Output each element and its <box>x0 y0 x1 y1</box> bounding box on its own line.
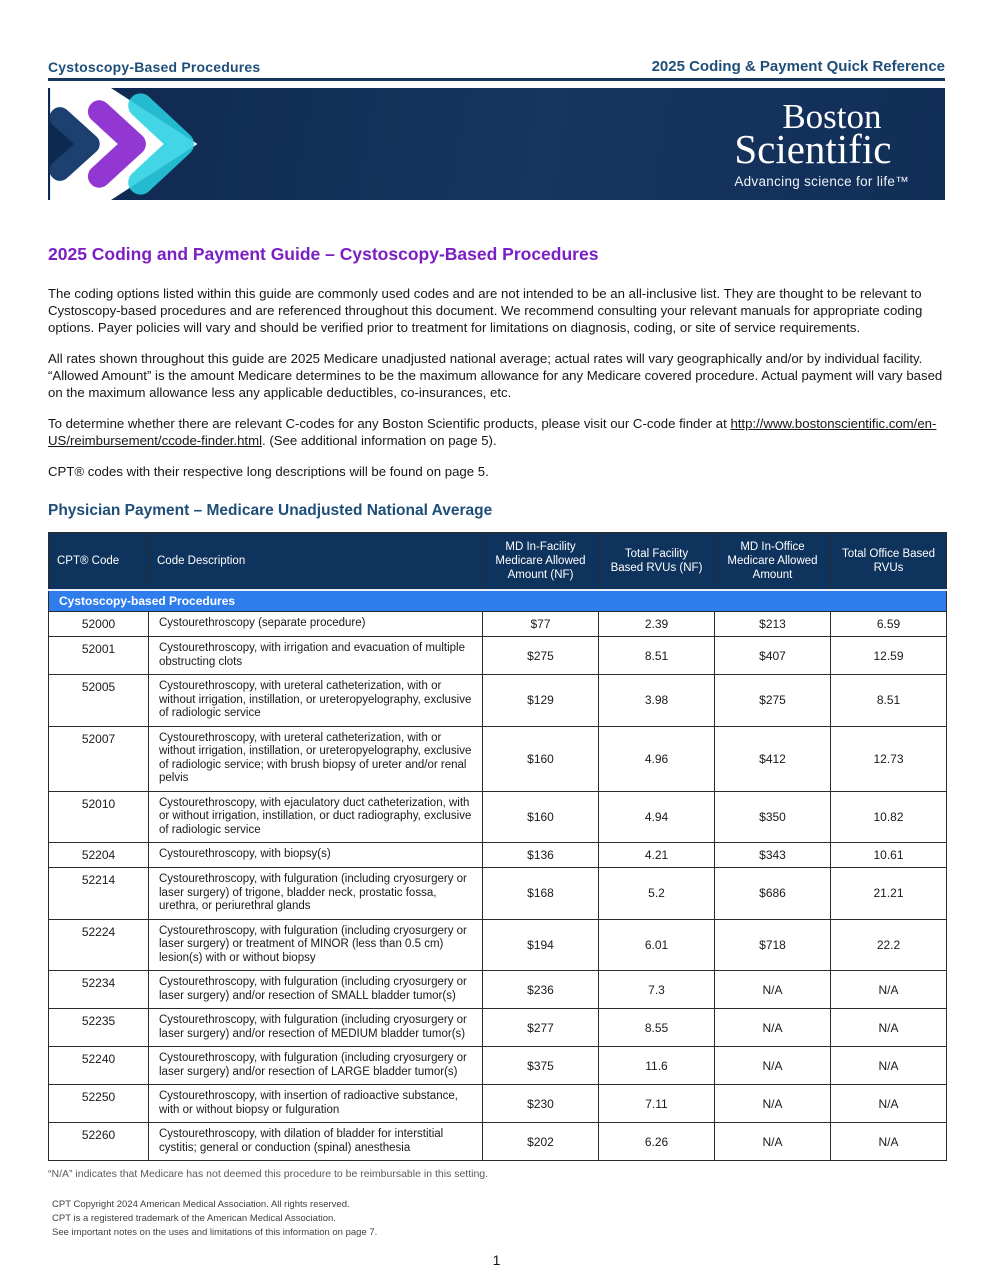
table-row <box>49 726 947 791</box>
office-allowed-cell: $407 <box>715 637 831 675</box>
description-cell: Cystourethroscopy, with insertion of radioactive substance, with or without biopsy or fulguration <box>149 1085 483 1123</box>
cpt-code-cell: 52224 <box>49 919 149 971</box>
table-row <box>49 1085 947 1123</box>
nf-rvus-cell: 7.11 <box>599 1085 715 1123</box>
description-cell: Cystourethroscopy, with ureteral catheterization, with or without irrigation, instillation, or ureteropyelography, exclusive of radiologic service; with brush biopsy of ureter and/or renal pelvis <box>149 726 483 791</box>
nf-allowed-cell: $375 <box>483 1047 599 1085</box>
office-allowed-cell: $343 <box>715 843 831 868</box>
office-allowed-cell: $213 <box>715 612 831 637</box>
legal-smallprint <box>48 1198 945 1240</box>
table-footnote: “N/A” indicates that Medicare has not deemed this procedure to be reimbursable in this setting. <box>48 1168 489 1180</box>
office-rvus-cell: N/A <box>831 971 947 1009</box>
description-cell: Cystourethroscopy, with irrigation and evacuation of multiple obstructing clots <box>149 637 483 675</box>
description-cell: Cystourethroscopy, with fulguration (including cryosurgery or laser surgery) or treatment of MINOR (less than 0.5 cm) lesion(s) with or without biopsy <box>149 919 483 971</box>
table-row <box>49 919 947 971</box>
table-row <box>49 612 947 637</box>
column-header-cpt-code: CPT® Code <box>49 533 149 591</box>
description-cell: Cystourethroscopy (separate procedure) <box>149 612 483 637</box>
nf-allowed-cell: $168 <box>483 868 599 920</box>
cpt-code-cell: 52235 <box>49 1009 149 1047</box>
group-band-label: Cystoscopy-based Procedures <box>49 590 947 612</box>
page-header <box>48 58 945 81</box>
nf-rvus-cell: 11.6 <box>599 1047 715 1085</box>
intro-paragraph-1: The coding options listed within this guide are commonly used codes and are not intended to be an all-inclusive list. They are thought to be relevant to Cystoscopy-based procedures and are referenced throughout this document. We recommend consulting your relevant manuals for appropriate coding options. Payer policies will vary and should be verified prior to treatment for limitations on diagnosis, coding, or site of service requirements. <box>48 286 923 335</box>
cpt-code-cell: 52260 <box>49 1123 149 1161</box>
nf-rvus-cell: 4.94 <box>599 791 715 843</box>
office-allowed-cell: N/A <box>715 1047 831 1085</box>
office-rvus-cell: 22.2 <box>831 919 947 971</box>
office-rvus-cell: N/A <box>831 1085 947 1123</box>
ccode-finder-link[interactable]: http://www.bostonscientific.com/en-US/reimbursement/ccode-finder.html <box>48 416 937 448</box>
office-rvus-cell: N/A <box>831 1047 947 1085</box>
legal-line-1: CPT Copyright 2024 American Medical Association. All rights reserved. <box>52 1199 350 1210</box>
description-cell: Cystourethroscopy, with fulguration (including cryosurgery or laser surgery) and/or resection of LARGE bladder tumor(s) <box>149 1047 483 1085</box>
table-row <box>49 675 947 727</box>
nf-rvus-cell: 3.98 <box>599 675 715 727</box>
cpt-code-cell: 52010 <box>49 791 149 843</box>
table-group-band <box>49 590 947 612</box>
nf-allowed-cell: $236 <box>483 971 599 1009</box>
table-row <box>49 791 947 843</box>
brand-banner <box>48 88 945 200</box>
nf-allowed-cell: $194 <box>483 919 599 971</box>
legal-line-2: CPT is a registered trademark of the American Medical Association. <box>52 1213 336 1224</box>
ccode-text-suffix: . (See additional information on page 5). <box>262 433 497 448</box>
column-header-nf-rvus: Total Facility Based RVUs (NF) <box>599 533 715 591</box>
office-rvus-cell: N/A <box>831 1123 947 1161</box>
nf-allowed-cell: $160 <box>483 726 599 791</box>
boston-scientific-arrow-logo-icon <box>48 88 288 200</box>
brand-wordmark <box>734 97 909 189</box>
legal-line-3: See important notes on the uses and limitations of this information on page 7. <box>52 1227 378 1238</box>
column-header-office-allowed: MD In-Office Medicare Allowed Amount <box>715 533 831 591</box>
description-cell: Cystourethroscopy, with ejaculatory duct catheterization, with or without irrigation, instillation, or duct radiography, exclusive of radiologic service <box>149 791 483 843</box>
office-rvus-cell: 8.51 <box>831 675 947 727</box>
table-header-row <box>49 533 947 591</box>
office-rvus-cell: 6.59 <box>831 612 947 637</box>
cpt-code-cell: 52007 <box>49 726 149 791</box>
ccode-text-prefix: To determine whether there are relevant C-codes for any Boston Scientific products, please visit our C-code finder at <box>48 416 731 431</box>
cpt-code-cell: 52234 <box>49 971 149 1009</box>
nf-allowed-cell: $277 <box>483 1009 599 1047</box>
nf-allowed-cell: $202 <box>483 1123 599 1161</box>
cpt-code-cell: 52214 <box>49 868 149 920</box>
office-allowed-cell: N/A <box>715 1085 831 1123</box>
document-title: 2025 Coding and Payment Guide – Cystoscopy-Based Procedures <box>48 244 599 264</box>
table-row <box>49 843 947 868</box>
description-cell: Cystourethroscopy, with ureteral catheterization, with or without irrigation, instillation, or ureteropyelography, exclusive of radiologic service <box>149 675 483 727</box>
nf-rvus-cell: 5.2 <box>599 868 715 920</box>
nf-allowed-cell: $230 <box>483 1085 599 1123</box>
cpt-code-cell: 52005 <box>49 675 149 727</box>
description-cell: Cystourethroscopy, with biopsy(s) <box>149 843 483 868</box>
physician-payment-table <box>48 532 947 1161</box>
nf-allowed-cell: $275 <box>483 637 599 675</box>
column-header-office-rvus: Total Office Based RVUs <box>831 533 947 591</box>
intro-paragraph-3 <box>48 415 945 449</box>
office-allowed-cell: $275 <box>715 675 831 727</box>
office-allowed-cell: N/A <box>715 1009 831 1047</box>
nf-rvus-cell: 4.21 <box>599 843 715 868</box>
cpt-code-cell: 52001 <box>49 637 149 675</box>
header-right-label: 2025 Coding & Payment Quick Reference <box>651 58 945 75</box>
office-allowed-cell: $686 <box>715 868 831 920</box>
office-allowed-cell: N/A <box>715 1123 831 1161</box>
column-header-description: Code Description <box>149 533 483 591</box>
nf-allowed-cell: $129 <box>483 675 599 727</box>
intro-paragraph-2: All rates shown throughout this guide are 2025 Medicare unadjusted national average; actual rates will vary geographically and/or by individual facility. “Allowed Amount” is the amount Medicare determines to be the maximum allowance for any Medicare covered procedure. Actual payment will vary based on the maximum allowance less any applicable deductibles, co-insurances, etc. <box>48 351 943 400</box>
section-title: Physician Payment – Medicare Unadjusted National Average <box>48 502 493 519</box>
table-row <box>49 1047 947 1085</box>
office-rvus-cell: 12.59 <box>831 637 947 675</box>
description-cell: Cystourethroscopy, with fulguration (including cryosurgery or laser surgery) and/or resection of SMALL bladder tumor(s) <box>149 971 483 1009</box>
table-row <box>49 1123 947 1161</box>
nf-allowed-cell: $160 <box>483 791 599 843</box>
brand-tagline: Advancing science for life™ <box>734 174 909 189</box>
cpt-code-cell: 52000 <box>49 612 149 637</box>
nf-rvus-cell: 6.01 <box>599 919 715 971</box>
column-header-nf-allowed: MD In-Facility Medicare Allowed Amount (NF) <box>483 533 599 591</box>
procedure-table-body <box>49 590 947 1161</box>
nf-rvus-cell: 8.51 <box>599 637 715 675</box>
office-allowed-cell: $350 <box>715 791 831 843</box>
office-rvus-cell: 10.61 <box>831 843 947 868</box>
brand-name-line1: Boston <box>782 97 882 136</box>
cpt-code-cell: 52250 <box>49 1085 149 1123</box>
cpt-code-cell: 52204 <box>49 843 149 868</box>
brand-name-line2: Scientific <box>734 126 892 172</box>
office-rvus-cell: 21.21 <box>831 868 947 920</box>
table-row <box>49 1009 947 1047</box>
office-allowed-cell: $412 <box>715 726 831 791</box>
description-cell: Cystourethroscopy, with dilation of bladder for interstitial cystitis; general or conduction (spinal) anesthesia <box>149 1123 483 1161</box>
table-row <box>49 637 947 675</box>
nf-rvus-cell: 4.96 <box>599 726 715 791</box>
table-row <box>49 868 947 920</box>
nf-rvus-cell: 6.26 <box>599 1123 715 1161</box>
nf-allowed-cell: $77 <box>483 612 599 637</box>
nf-rvus-cell: 8.55 <box>599 1009 715 1047</box>
intro-paragraph-4: CPT® codes with their respective long descriptions will be found on page 5. <box>48 464 489 479</box>
office-allowed-cell: $718 <box>715 919 831 971</box>
office-allowed-cell: N/A <box>715 971 831 1009</box>
office-rvus-cell: 12.73 <box>831 726 947 791</box>
nf-rvus-cell: 7.3 <box>599 971 715 1009</box>
header-left-label: Cystoscopy-Based Procedures <box>48 59 261 75</box>
nf-allowed-cell: $136 <box>483 843 599 868</box>
office-rvus-cell: N/A <box>831 1009 947 1047</box>
description-cell: Cystourethroscopy, with fulguration (including cryosurgery or laser surgery) of trigone, bladder neck, prostatic fossa, urethra, or periurethral glands <box>149 868 483 920</box>
table-row <box>49 971 947 1009</box>
nf-rvus-cell: 2.39 <box>599 612 715 637</box>
description-cell: Cystourethroscopy, with fulguration (including cryosurgery or laser surgery) and/or resection of MEDIUM bladder tumor(s) <box>149 1009 483 1047</box>
cpt-code-cell: 52240 <box>49 1047 149 1085</box>
office-rvus-cell: 10.82 <box>831 791 947 843</box>
page-number: 1 <box>492 1252 501 1268</box>
